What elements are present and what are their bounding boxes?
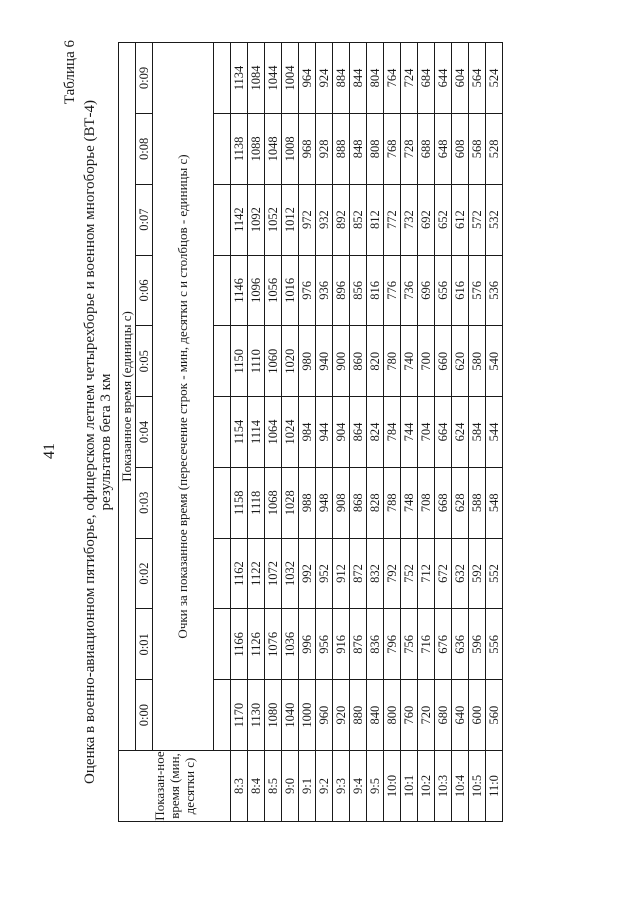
score-cell: 1060 [265,326,282,397]
column-label: 0:05 [136,326,153,397]
score-cell: 692 [418,184,435,255]
table-row [452,43,469,822]
empty-cell [214,467,231,538]
score-cell: 1134 [231,43,248,114]
empty-cell [214,680,231,751]
table-row [282,43,299,822]
table-row [231,43,248,822]
empty-cell [214,397,231,468]
table-row [299,43,316,822]
score-cell: 796 [384,609,401,680]
score-cell: 1150 [231,326,248,397]
score-cell: 604 [452,43,469,114]
score-cell: 960 [316,680,333,751]
score-cell: 1092 [248,184,265,255]
score-cell: 1008 [282,113,299,184]
score-cell: 720 [418,680,435,751]
score-cell: 544 [486,397,503,468]
score-cell: 772 [384,184,401,255]
score-cell: 716 [418,609,435,680]
score-cell: 936 [316,255,333,326]
table-row [469,43,486,822]
empty-cell [214,326,231,397]
score-cell: 900 [333,326,350,397]
score-cell: 860 [350,326,367,397]
row-time-cell: 9:3 [333,751,350,822]
score-cell: 748 [401,467,418,538]
score-cell: 1076 [265,609,282,680]
column-label: 0:03 [136,467,153,538]
score-cell: 736 [401,255,418,326]
score-cell: 1044 [265,43,282,114]
row-time-cell: 11:0 [486,751,503,822]
score-cell: 1040 [282,680,299,751]
score-cell: 908 [333,467,350,538]
score-cell: 1146 [231,255,248,326]
score-cell: 1028 [282,467,299,538]
score-cell: 708 [418,467,435,538]
score-cell: 764 [384,43,401,114]
score-cell: 1110 [248,326,265,397]
score-cell: 688 [418,113,435,184]
score-cell: 1084 [248,43,265,114]
row-time-cell: 8:5 [265,751,282,822]
page-number: 41 [41,443,58,459]
score-cell: 664 [435,397,452,468]
score-cell: 964 [299,43,316,114]
column-label: 0:06 [136,255,153,326]
row-time-cell: 10:4 [452,751,469,822]
score-cell: 1154 [231,397,248,468]
score-cell: 1032 [282,538,299,609]
score-cell: 560 [486,680,503,751]
score-cell: 696 [418,255,435,326]
score-cell: 624 [452,397,469,468]
score-cell: 1088 [248,113,265,184]
score-cell: 756 [401,609,418,680]
column-labels-row [136,43,153,822]
score-cell: 816 [367,255,384,326]
table-head [119,43,231,822]
score-cell: 656 [435,255,452,326]
score-cell: 904 [333,397,350,468]
score-cell: 820 [367,326,384,397]
score-cell: 600 [469,680,486,751]
score-cell: 644 [435,43,452,114]
score-cell: 680 [435,680,452,751]
score-table [118,42,503,822]
score-cell: 592 [469,538,486,609]
score-cell: 952 [316,538,333,609]
score-cell: 828 [367,467,384,538]
score-cell: 1096 [248,255,265,326]
score-cell: 532 [486,184,503,255]
score-cell: 824 [367,397,384,468]
row-time-cell: 9:1 [299,751,316,822]
score-cell: 984 [299,397,316,468]
score-cell: 988 [299,467,316,538]
score-cell: 948 [316,467,333,538]
score-cell: 1072 [265,538,282,609]
score-cell: 620 [452,326,469,397]
score-cell: 1114 [248,397,265,468]
score-cell: 1118 [248,467,265,538]
score-cell: 848 [350,113,367,184]
score-cell: 932 [316,184,333,255]
score-cell: 868 [350,467,367,538]
score-cell: 1016 [282,255,299,326]
table-row [401,43,418,822]
empty-cell [214,609,231,680]
table-row [367,43,384,822]
score-cell: 1080 [265,680,282,751]
score-cell: 1126 [248,609,265,680]
score-cell: 980 [299,326,316,397]
column-label: 0:02 [136,538,153,609]
score-cell: 700 [418,326,435,397]
score-cell: 668 [435,467,452,538]
score-cell: 836 [367,609,384,680]
score-cell: 1020 [282,326,299,397]
score-cell: 564 [469,43,486,114]
score-cell: 576 [469,255,486,326]
score-cell: 1000 [299,680,316,751]
row-header-cell: Показан-ное время (мин, десятки с) [119,751,231,822]
score-cell: 956 [316,609,333,680]
score-cell: 844 [350,43,367,114]
score-cell: 1158 [231,467,248,538]
score-cell: 864 [350,397,367,468]
score-cell: 856 [350,255,367,326]
column-label: 0:08 [136,113,153,184]
score-cell: 788 [384,467,401,538]
score-cell: 648 [435,113,452,184]
column-label: 0:01 [136,609,153,680]
score-cell: 876 [350,609,367,680]
row-time-cell: 10:0 [384,751,401,822]
score-cell: 924 [316,43,333,114]
table-caption [82,22,114,862]
score-cell: 740 [401,326,418,397]
score-cell: 996 [299,609,316,680]
table-label: Таблица 6 [62,40,78,105]
empty-cell [214,255,231,326]
score-cell: 808 [367,113,384,184]
header-row-1 [119,43,136,822]
score-cell: 776 [384,255,401,326]
score-cell: 1024 [282,397,299,468]
score-cell: 992 [299,538,316,609]
score-cell: 568 [469,113,486,184]
empty-cell [214,43,231,114]
score-cell: 944 [316,397,333,468]
score-cell: 1142 [231,184,248,255]
score-cell: 1064 [265,397,282,468]
row-time-cell: 10:1 [401,751,418,822]
header-row-subtitle [153,43,214,822]
score-cell: 800 [384,680,401,751]
score-cell: 1068 [265,467,282,538]
score-cell: 840 [367,680,384,751]
empty-cell [214,184,231,255]
score-cell: 628 [452,467,469,538]
rotated-page [52,22,640,862]
score-cell: 672 [435,538,452,609]
score-cell: 524 [486,43,503,114]
score-cell: 744 [401,397,418,468]
score-cell: 632 [452,538,469,609]
score-cell: 1166 [231,609,248,680]
score-cell: 916 [333,609,350,680]
row-time-cell: 8:4 [248,751,265,822]
score-cell: 612 [452,184,469,255]
row-time-cell: 10:5 [469,751,486,822]
score-cell: 896 [333,255,350,326]
score-cell: 588 [469,467,486,538]
score-cell: 1056 [265,255,282,326]
score-cell: 552 [486,538,503,609]
score-cell: 920 [333,680,350,751]
table-row [333,43,350,822]
score-cell: 712 [418,538,435,609]
score-cell: 1048 [265,113,282,184]
score-cell: 760 [401,680,418,751]
score-cell: 528 [486,113,503,184]
score-cell: 652 [435,184,452,255]
score-cell: 884 [333,43,350,114]
score-cell: 1004 [282,43,299,114]
score-cell: 852 [350,184,367,255]
score-cell: 804 [367,43,384,114]
score-cell: 572 [469,184,486,255]
row-time-cell: 9:2 [316,751,333,822]
score-cell: 968 [299,113,316,184]
score-cell: 676 [435,609,452,680]
score-cell: 752 [401,538,418,609]
score-cell: 1052 [265,184,282,255]
score-cell: 892 [333,184,350,255]
table-body [231,43,503,822]
score-cell: 872 [350,538,367,609]
score-cell: 556 [486,609,503,680]
score-cell: 1012 [282,184,299,255]
column-label: 0:04 [136,397,153,468]
score-cell: 684 [418,43,435,114]
score-cell: 596 [469,609,486,680]
caption-line-1: Оценка в военно-авиационном пятиборье, офицерском летнем четырехборье и военном многоборье (ВТ-4) [82,100,98,784]
score-cell: 928 [316,113,333,184]
table-row [316,43,333,822]
score-cell: 732 [401,184,418,255]
score-cell: 540 [486,326,503,397]
row-time-cell: 9:0 [282,751,299,822]
score-cell: 660 [435,326,452,397]
score-cell: 880 [350,680,367,751]
table-row [265,43,282,822]
score-cell: 536 [486,255,503,326]
score-cell: 940 [316,326,333,397]
score-cell: 616 [452,255,469,326]
row-time-cell: 10:3 [435,751,452,822]
table-row [435,43,452,822]
score-cell: 780 [384,326,401,397]
table-row [486,43,503,822]
score-cell: 1170 [231,680,248,751]
row-time-cell: 10:2 [418,751,435,822]
empty-spacer-row [214,43,231,822]
caption-line-2: результатов бега 3 км [98,373,114,511]
row-time-cell: 9:5 [367,751,384,822]
table-row [350,43,367,822]
score-cell: 832 [367,538,384,609]
score-cell: 728 [401,113,418,184]
score-cell: 1036 [282,609,299,680]
table-row [418,43,435,822]
score-cell: 768 [384,113,401,184]
score-cell: 812 [367,184,384,255]
score-cell: 724 [401,43,418,114]
subheader-cell: Очки за показанное время (пересечение строк - мин, десятки с и столбцов - единицы с) [153,43,214,751]
row-time-cell: 9:4 [350,751,367,822]
score-cell: 584 [469,397,486,468]
table-row [384,43,401,822]
score-cell: 704 [418,397,435,468]
score-cell: 972 [299,184,316,255]
empty-cell [214,113,231,184]
column-label: 0:07 [136,184,153,255]
score-cell: 636 [452,609,469,680]
column-label: 0:00 [136,680,153,751]
row-time-cell: 8:3 [231,751,248,822]
score-cell: 784 [384,397,401,468]
column-header-title: Показанное время (единицы с) [119,43,136,751]
score-cell: 1162 [231,538,248,609]
score-cell: 580 [469,326,486,397]
score-cell: 1122 [248,538,265,609]
score-cell: 1138 [231,113,248,184]
score-cell: 608 [452,113,469,184]
score-cell: 640 [452,680,469,751]
score-cell: 912 [333,538,350,609]
score-cell: 548 [486,467,503,538]
score-cell: 1130 [248,680,265,751]
table-row [248,43,265,822]
score-cell: 888 [333,113,350,184]
score-cell: 976 [299,255,316,326]
score-cell: 792 [384,538,401,609]
column-label: 0:09 [136,43,153,114]
empty-cell [214,538,231,609]
